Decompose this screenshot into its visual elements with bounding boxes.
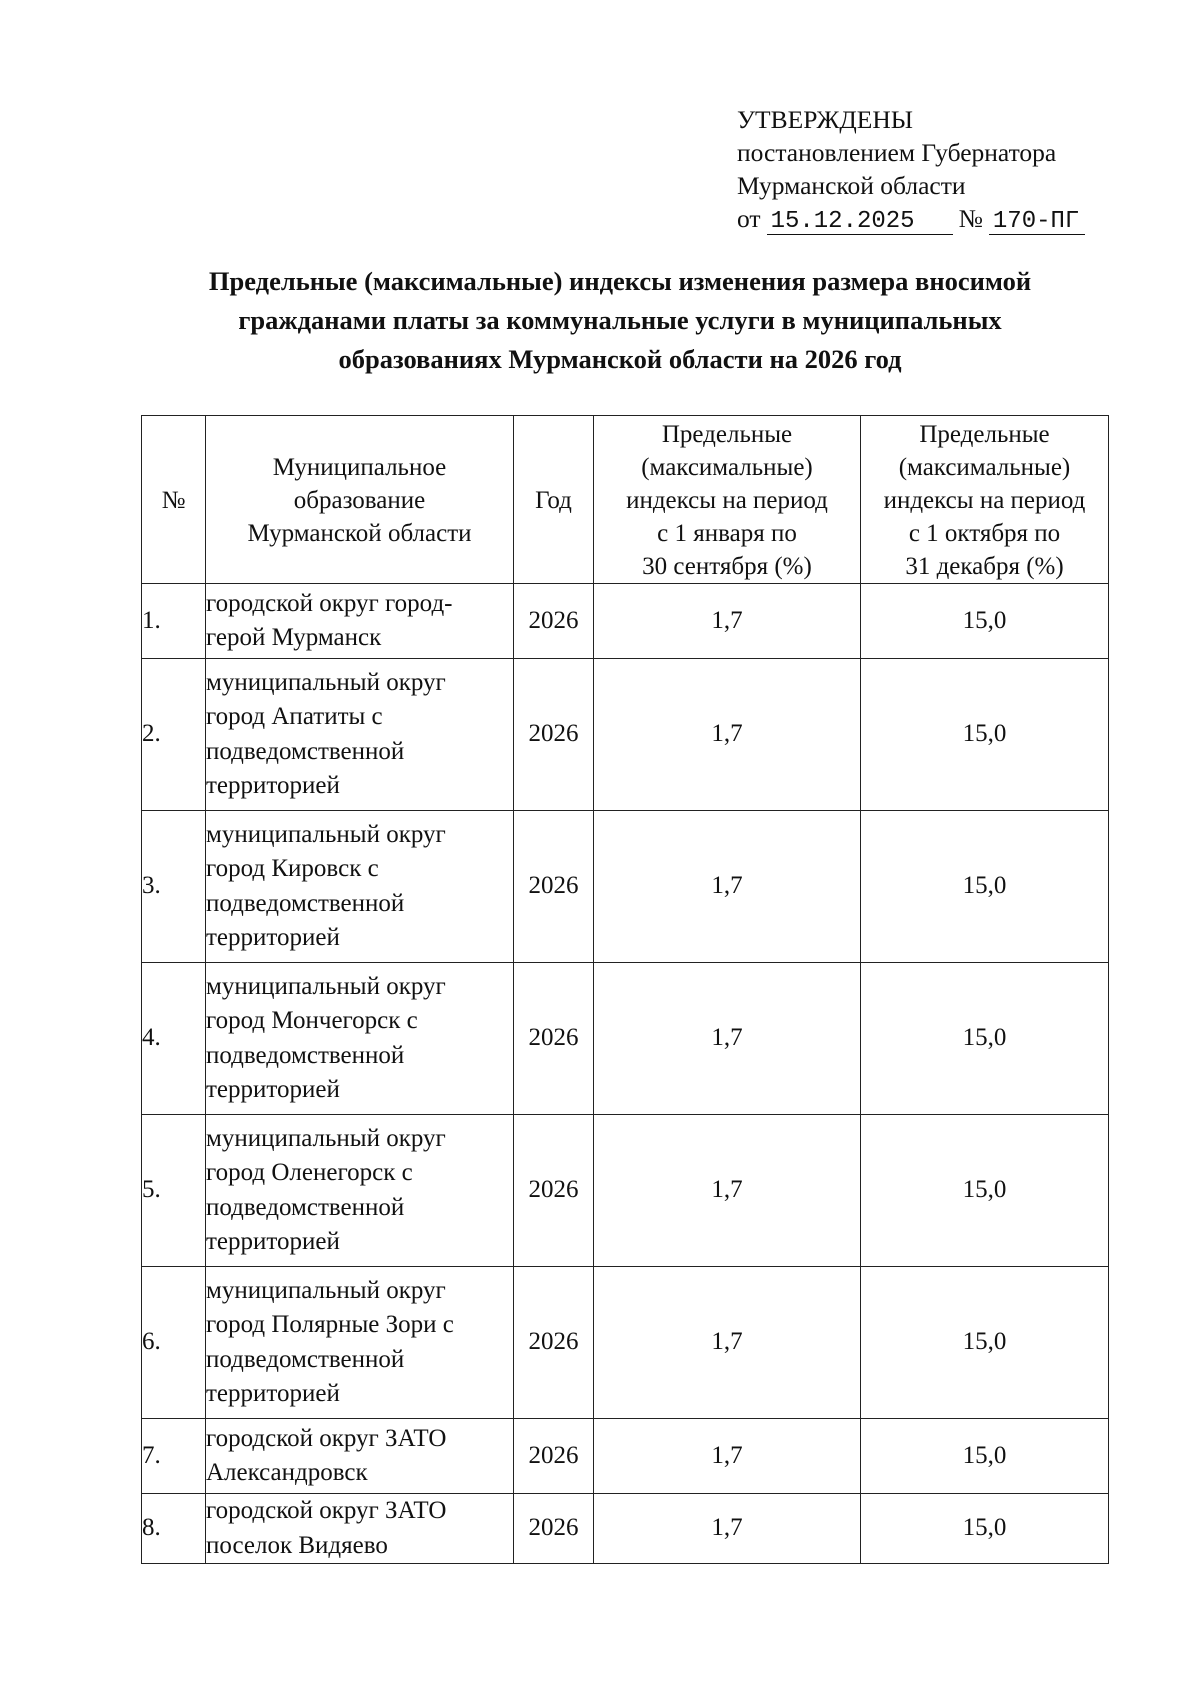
row-year: 2026 xyxy=(514,1115,594,1267)
decree-number: 170-ПГ xyxy=(989,210,1085,235)
row-number: 8. xyxy=(142,1494,206,1564)
row-number: 1. xyxy=(142,584,206,659)
approval-line-decree: постановлением Губернатора xyxy=(737,138,1057,167)
decree-date: 15.12.2025 xyxy=(767,210,953,235)
header-period-1: Предельные (максимальные) индексы на период с 1 января по 30 сентября (%) xyxy=(594,416,861,584)
row-municipality: муниципальный округ город Апатиты с подведомственной территорией xyxy=(206,659,514,811)
indices-table xyxy=(141,415,1109,1564)
from-label: от xyxy=(737,204,761,233)
row-municipality: муниципальный округ город Кировск с подведомственной территорией xyxy=(206,811,514,963)
table-row xyxy=(142,963,1109,1115)
header-municipality: Муниципальное образование Мурманской области xyxy=(206,416,514,584)
row-number: 4. xyxy=(142,963,206,1115)
table-header-row xyxy=(142,416,1109,584)
row-municipality: городской округ город- герой Мурманск xyxy=(206,584,514,659)
table-row xyxy=(142,1419,1109,1494)
row-municipality: муниципальный округ город Оленегорск с подведомственной территорией xyxy=(206,1115,514,1267)
row-municipality: муниципальный округ город Мончегорск с подведомственной территорией xyxy=(206,963,514,1115)
table-row xyxy=(142,1494,1109,1564)
row-index-period-1: 1,7 xyxy=(594,1494,861,1564)
row-number: 7. xyxy=(142,1419,206,1494)
row-index-period-2: 15,0 xyxy=(861,1267,1109,1419)
approval-line-region: Мурманской области xyxy=(737,171,966,200)
row-year: 2026 xyxy=(514,1419,594,1494)
row-municipality: городской округ ЗАТО Александровск xyxy=(206,1419,514,1494)
row-index-period-2: 15,0 xyxy=(861,1115,1109,1267)
row-number: 2. xyxy=(142,659,206,811)
row-year: 2026 xyxy=(514,963,594,1115)
table-row xyxy=(142,1267,1109,1419)
approval-date-number xyxy=(737,202,1085,235)
document-title xyxy=(140,262,1100,379)
row-index-period-1: 1,7 xyxy=(594,584,861,659)
row-municipality: городской округ ЗАТО поселок Видяево xyxy=(206,1494,514,1564)
table-row xyxy=(142,1115,1109,1267)
table-row xyxy=(142,811,1109,963)
table-row xyxy=(142,584,1109,659)
title-line-2: гражданами платы за коммунальные услуги в муниципальных xyxy=(238,305,1002,335)
row-index-period-1: 1,7 xyxy=(594,811,861,963)
header-num: № xyxy=(142,416,206,584)
title-line-3: образованиях Мурманской области на 2026 год xyxy=(338,344,902,374)
approval-title: УТВЕРЖДЕНЫ xyxy=(737,105,913,134)
row-number: 6. xyxy=(142,1267,206,1419)
row-number: 5. xyxy=(142,1115,206,1267)
row-index-period-1: 1,7 xyxy=(594,1115,861,1267)
row-index-period-2: 15,0 xyxy=(861,963,1109,1115)
row-index-period-1: 1,7 xyxy=(594,963,861,1115)
row-index-period-2: 15,0 xyxy=(861,659,1109,811)
row-year: 2026 xyxy=(514,659,594,811)
row-year: 2026 xyxy=(514,811,594,963)
row-index-period-2: 15,0 xyxy=(861,584,1109,659)
row-year: 2026 xyxy=(514,584,594,659)
header-year: Год xyxy=(514,416,594,584)
row-year: 2026 xyxy=(514,1494,594,1564)
row-index-period-1: 1,7 xyxy=(594,659,861,811)
number-label: № xyxy=(958,204,983,233)
row-index-period-1: 1,7 xyxy=(594,1267,861,1419)
row-index-period-2: 15,0 xyxy=(861,1419,1109,1494)
row-index-period-2: 15,0 xyxy=(861,811,1109,963)
row-municipality: муниципальный округ город Полярные Зори с подведомственной территорией xyxy=(206,1267,514,1419)
row-year: 2026 xyxy=(514,1267,594,1419)
row-number: 3. xyxy=(142,811,206,963)
header-period-2: Предельные (максимальные) индексы на период с 1 октября по 31 декабря (%) xyxy=(861,416,1109,584)
approval-block xyxy=(737,103,1085,235)
row-index-period-2: 15,0 xyxy=(861,1494,1109,1564)
title-line-1: Предельные (максимальные) индексы изменения размера вносимой xyxy=(208,266,1032,296)
table-row xyxy=(142,659,1109,811)
row-index-period-1: 1,7 xyxy=(594,1419,861,1494)
